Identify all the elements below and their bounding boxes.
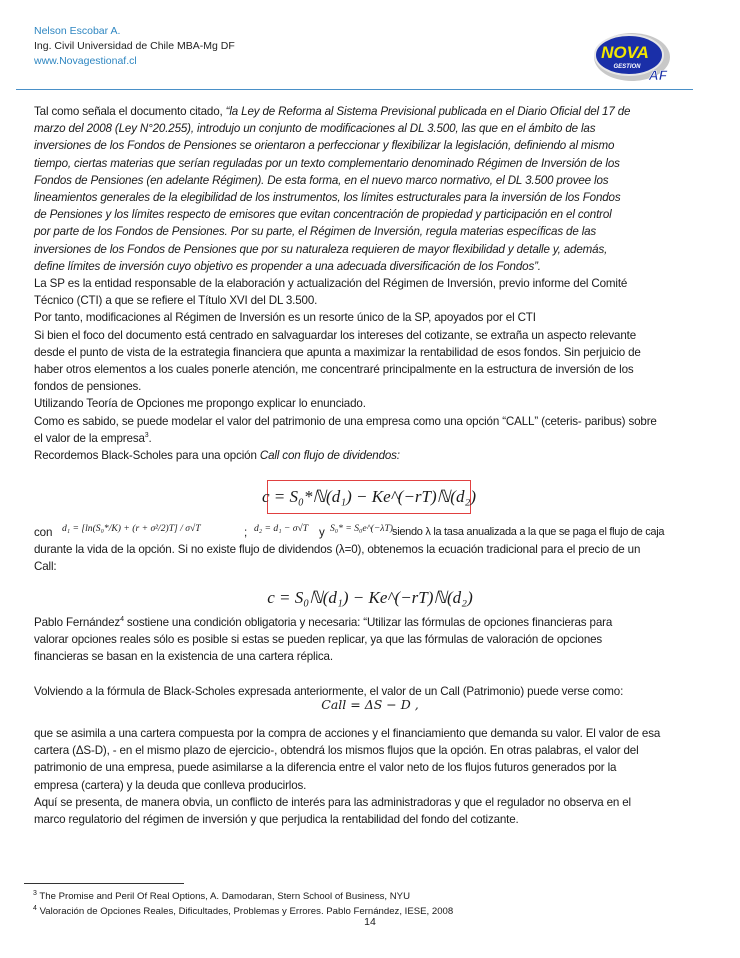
quote-paragraph: Tal como señala el documento citado, “la Ley de Reforma al Sistema Previsional publicada en el Diario Oficial del 17 de marzo del 2008 (Ley N°20.255), introdujo un conjunto de modificaciones al DL 3.500, las que en el ámbito de las inversiones de los Fondos de Pensiones se orientaron a perfeccionar y flexibilizar la legislación, definiendo al mismo tiempo, ciertas materias que serían reguladas por un texto complementario denominado Régimen de Inversión de los Fondos de Pensiones (en adelante Régimen). De esta forma, en el nuevo marco normativo, el DL 3.500 provee los lineamientos generales de la elegibilidad de los instrumentos, los límites estructurales para la inversión de los Fondos de Pensiones y los límites respecto de emisores que evitan concentración de propiedad y participación en el control por parte de los Fondos de Pensiones. Por su parte, el Régimen de Inversión, regula materias específicas de las inversiones de los Fondos de Pensiones que por su naturaleza requieren de mayor flexibilidad y detalle y, además, define límites de inversión cuyo objetivo es propender a una adecuada diversificación de los Fondos”. La SP es la entidad responsable de la elaboración y actualización del Régimen de Inversión, previo informe del Comité Técnico (CTI) a que se refiere el Título XVI del DL 3.500. Por tanto, modificaciones al Régimen de Inversión es un resorte único de la SP, apoyados por el CTI Si bien el foco del documento está centrado en salvaguardar los intereses del cotizante, se extraña un aspecto relevante desde el punto de vista de la estrategia financiera que apunta a maximizar la rentabilidad de esos fondos. Sin perjuicio de haber otros elementos a los cuales ponerle atención, me concentraré principalmente en la estructura de inversión de los fondos de pensiones. Utilizando Teoría de Opciones me propongo explicar lo enunciado. Como es sabido, se puede modelar el valor del patrimonio de una empresa como una opción “CALL” (ceteris- paribus) sobre el valor de la empresa$^3$. Recordemos Black-Scholes para una opción Call con flujo de dividendos:	[34, 103, 720, 464]
author-name: Nelson Escobar A.	[34, 25, 121, 37]
bs-intro-italic: Call con flujo de dividendos:	[259, 449, 400, 463]
quote-line: marzo del 2008 (Ley N°20.255), introdujo un conjunto de modificaciones al DL 3.500, las que en el ámbito de las	[34, 122, 596, 136]
footnote-number: 3	[33, 889, 37, 897]
footnote-number: 4	[33, 904, 37, 912]
quote-line: define límites de inversión cuyo objetivo es propender a una adecuada diversificación de los Fondos”.	[34, 259, 541, 273]
quote-line: inversiones de los Fondos de Pensiones que por su naturaleza requieren de mayor flexibilidad y detalle y, además,	[34, 242, 608, 256]
body-line: cartera (ΔS-D), - en el mismo plazo de ejercicio-, obtendrá los mismos flujos que la opción. En otras palabras, el valor del	[34, 744, 639, 758]
bs-intro: Recordemos Black-Scholes para una opción	[34, 449, 260, 463]
footnote	[33, 890, 410, 904]
body-line: durante la vida de la opción. Si no existe flujo de dividendos (λ=0), obtenemos la ecuación tradicional para el precio de un	[34, 543, 641, 556]
logo-main-text: NOVA	[601, 43, 649, 62]
quote-line: por parte de los Fondos de Pensiones. Por su parte, el Régimen de Inversión, regula materias específicas de las	[34, 225, 597, 239]
body-line: Por tanto, modificaciones al Régimen de Inversión es un resorte único de la SP, apoyados por el CTI	[34, 311, 536, 325]
quote-line: inversiones de los Fondos de Pensiones se orientaron a perfeccionar y flexibilizar la legislación, definiendo al mismo	[34, 139, 615, 153]
header-rule	[16, 89, 693, 90]
footnote-text: Valoración de Opciones Reales, Dificultades, Problemas y Errores. Pablo Fernández, IESE, 2008	[36, 906, 454, 917]
body-line: Si bien el foco del documento está centrado en salvaguardar los intereses del cotizante, se extraña un aspecto relevante	[34, 328, 637, 342]
logo-tag-text: AF	[648, 67, 668, 83]
body-line: que se asimila a una cartera compuesta por la compra de acciones y el financiamiento que demanda su valor. El valor de esa	[34, 727, 661, 740]
quote-line: Fondos de Pensiones (en adelante Régimen). De esta forma, en el nuevo marco normativo, el DL 3.500 provee los	[34, 173, 609, 187]
author-ref: Pablo Fernández	[34, 616, 121, 629]
body-line: valorar opciones reales sólo es posible si estas se pueden replicar, ya que las fórmulas de valoración de opciones	[34, 633, 603, 647]
body-line: Aquí se presenta, de manera obvia, un conflicto de interés para las administradoras y que el regulador no observa en el	[34, 795, 631, 809]
traditional-call-equation: c = S₀ℕ(d₁) − Ke^(−rT)ℕ(d₂)	[267, 588, 473, 607]
dividend-call-equation-box	[262, 480, 477, 514]
body-line: sostiene una condición obligatoria y necesaria: “Utilizar las fórmulas de opciones financieras para	[123, 616, 613, 629]
dividend-call-equation: c = S₀*ℕ(d₁) − Ke^(−rT)ℕ(d₂)	[262, 487, 477, 506]
footnote-ref[interactable]: 3	[144, 432, 149, 439]
traditional-call-equation-wrap	[240, 588, 500, 608]
final-paragraph	[34, 725, 720, 828]
footnote-text: The Promise and Peril Of Real Options, A. Damodaran, Stern School of Business, NYU	[36, 891, 410, 902]
s0-formula: S₀* = S₀e^(−λT)	[330, 523, 393, 534]
page-header	[34, 24, 235, 69]
body-line: fondos de pensiones.	[34, 380, 142, 394]
body-line: Como es sabido, se puede modelar el valor del patrimonio de una empresa como una opción “CALL” (ceteris- paribus) sobre	[34, 414, 657, 428]
body-line: financieras se basan en la existencia de una cartera réplica.	[34, 650, 333, 664]
lambda-text: siendo λ la tasa anualizada a la que se paga el flujo de caja	[392, 526, 665, 538]
page-number: 14	[364, 916, 376, 928]
website-link[interactable]: www.Novagestionaf.cl	[34, 55, 137, 67]
quote-line: de Pensiones y los límites respecto de emisores que evitan concentración de propiedad y participación en el control	[34, 208, 612, 222]
body-line: desde el punto de vista de la estrategia financiera que apunta a maximizar la rentabilidad de esos fondos. Sin perjuicio de	[34, 345, 641, 359]
body-line: patrimonio de una empresa, puede asimilarse a la diferencia entre el valor neto de los flujos futuros generados por la	[34, 761, 617, 775]
body-line: el valor de la empresa	[34, 431, 145, 445]
quote-intro: Tal como señala el documento citado,	[34, 105, 226, 118]
semicolon: ;	[244, 526, 248, 539]
quote-line: lineamientos generales de la elegibilidad de los instrumentos, los límites estructurales para la inversión de los Fondos	[34, 191, 621, 205]
nova-gestion-logo	[592, 28, 672, 86]
author-title: Ing. Civil Universidad de Chile MBA-Mg DF	[34, 40, 235, 52]
body-line: La SP es la entidad responsable de la elaboración y actualización del Régimen de Inversión, previo informe del Comité	[34, 277, 628, 291]
y-label: y	[319, 526, 325, 539]
fernandez-paragraph	[34, 614, 720, 700]
con-text: con	[34, 526, 53, 539]
body-line: marco regulatorio del régimen de inversión y que perjudica la rentabilidad del fondo del cotizante.	[34, 813, 519, 827]
body-line: empresa (cartera) y la deuda que conlleva producirlos.	[34, 778, 307, 792]
body-line: Volviendo a la fórmula de Black-Scholes expresada anteriormente, el valor de un Call (Patrimonio) puede verse como:	[34, 684, 624, 698]
lambda-text-2	[34, 541, 720, 575]
footnote-rule	[24, 883, 184, 884]
d1-formula: d₁ = [ln(S₀*/K) + (r + σ²/2)T] / σ√T	[62, 523, 201, 534]
body-line: Call:	[34, 560, 57, 574]
logo-sub-text: GESTION	[613, 64, 641, 70]
call-formula: Call = ΔS − D ,	[321, 697, 419, 712]
quote-line: “la Ley de Reforma al Sistema Previsional publicada en el Diario Oficial del 17 de	[225, 105, 631, 118]
body-line: Utilizando Teoría de Opciones me propongo explicar lo enunciado.	[34, 397, 366, 411]
body-line: haber otros elementos a los cuales ponerle atención, me concentraré principalmente en la estructura de inversión de los	[34, 363, 634, 377]
d2-formula: d₂ = d₁ − σ√T	[254, 523, 309, 534]
quote-line: tiempo, ciertas materias que serían reguladas por un texto complementario denominado Régimen de Inversión de los	[34, 156, 620, 170]
footnote-ref[interactable]: 4	[120, 616, 124, 624]
body-line: Técnico (CTI) a que se refiere el Título XVI del DL 3.500.	[34, 294, 318, 308]
